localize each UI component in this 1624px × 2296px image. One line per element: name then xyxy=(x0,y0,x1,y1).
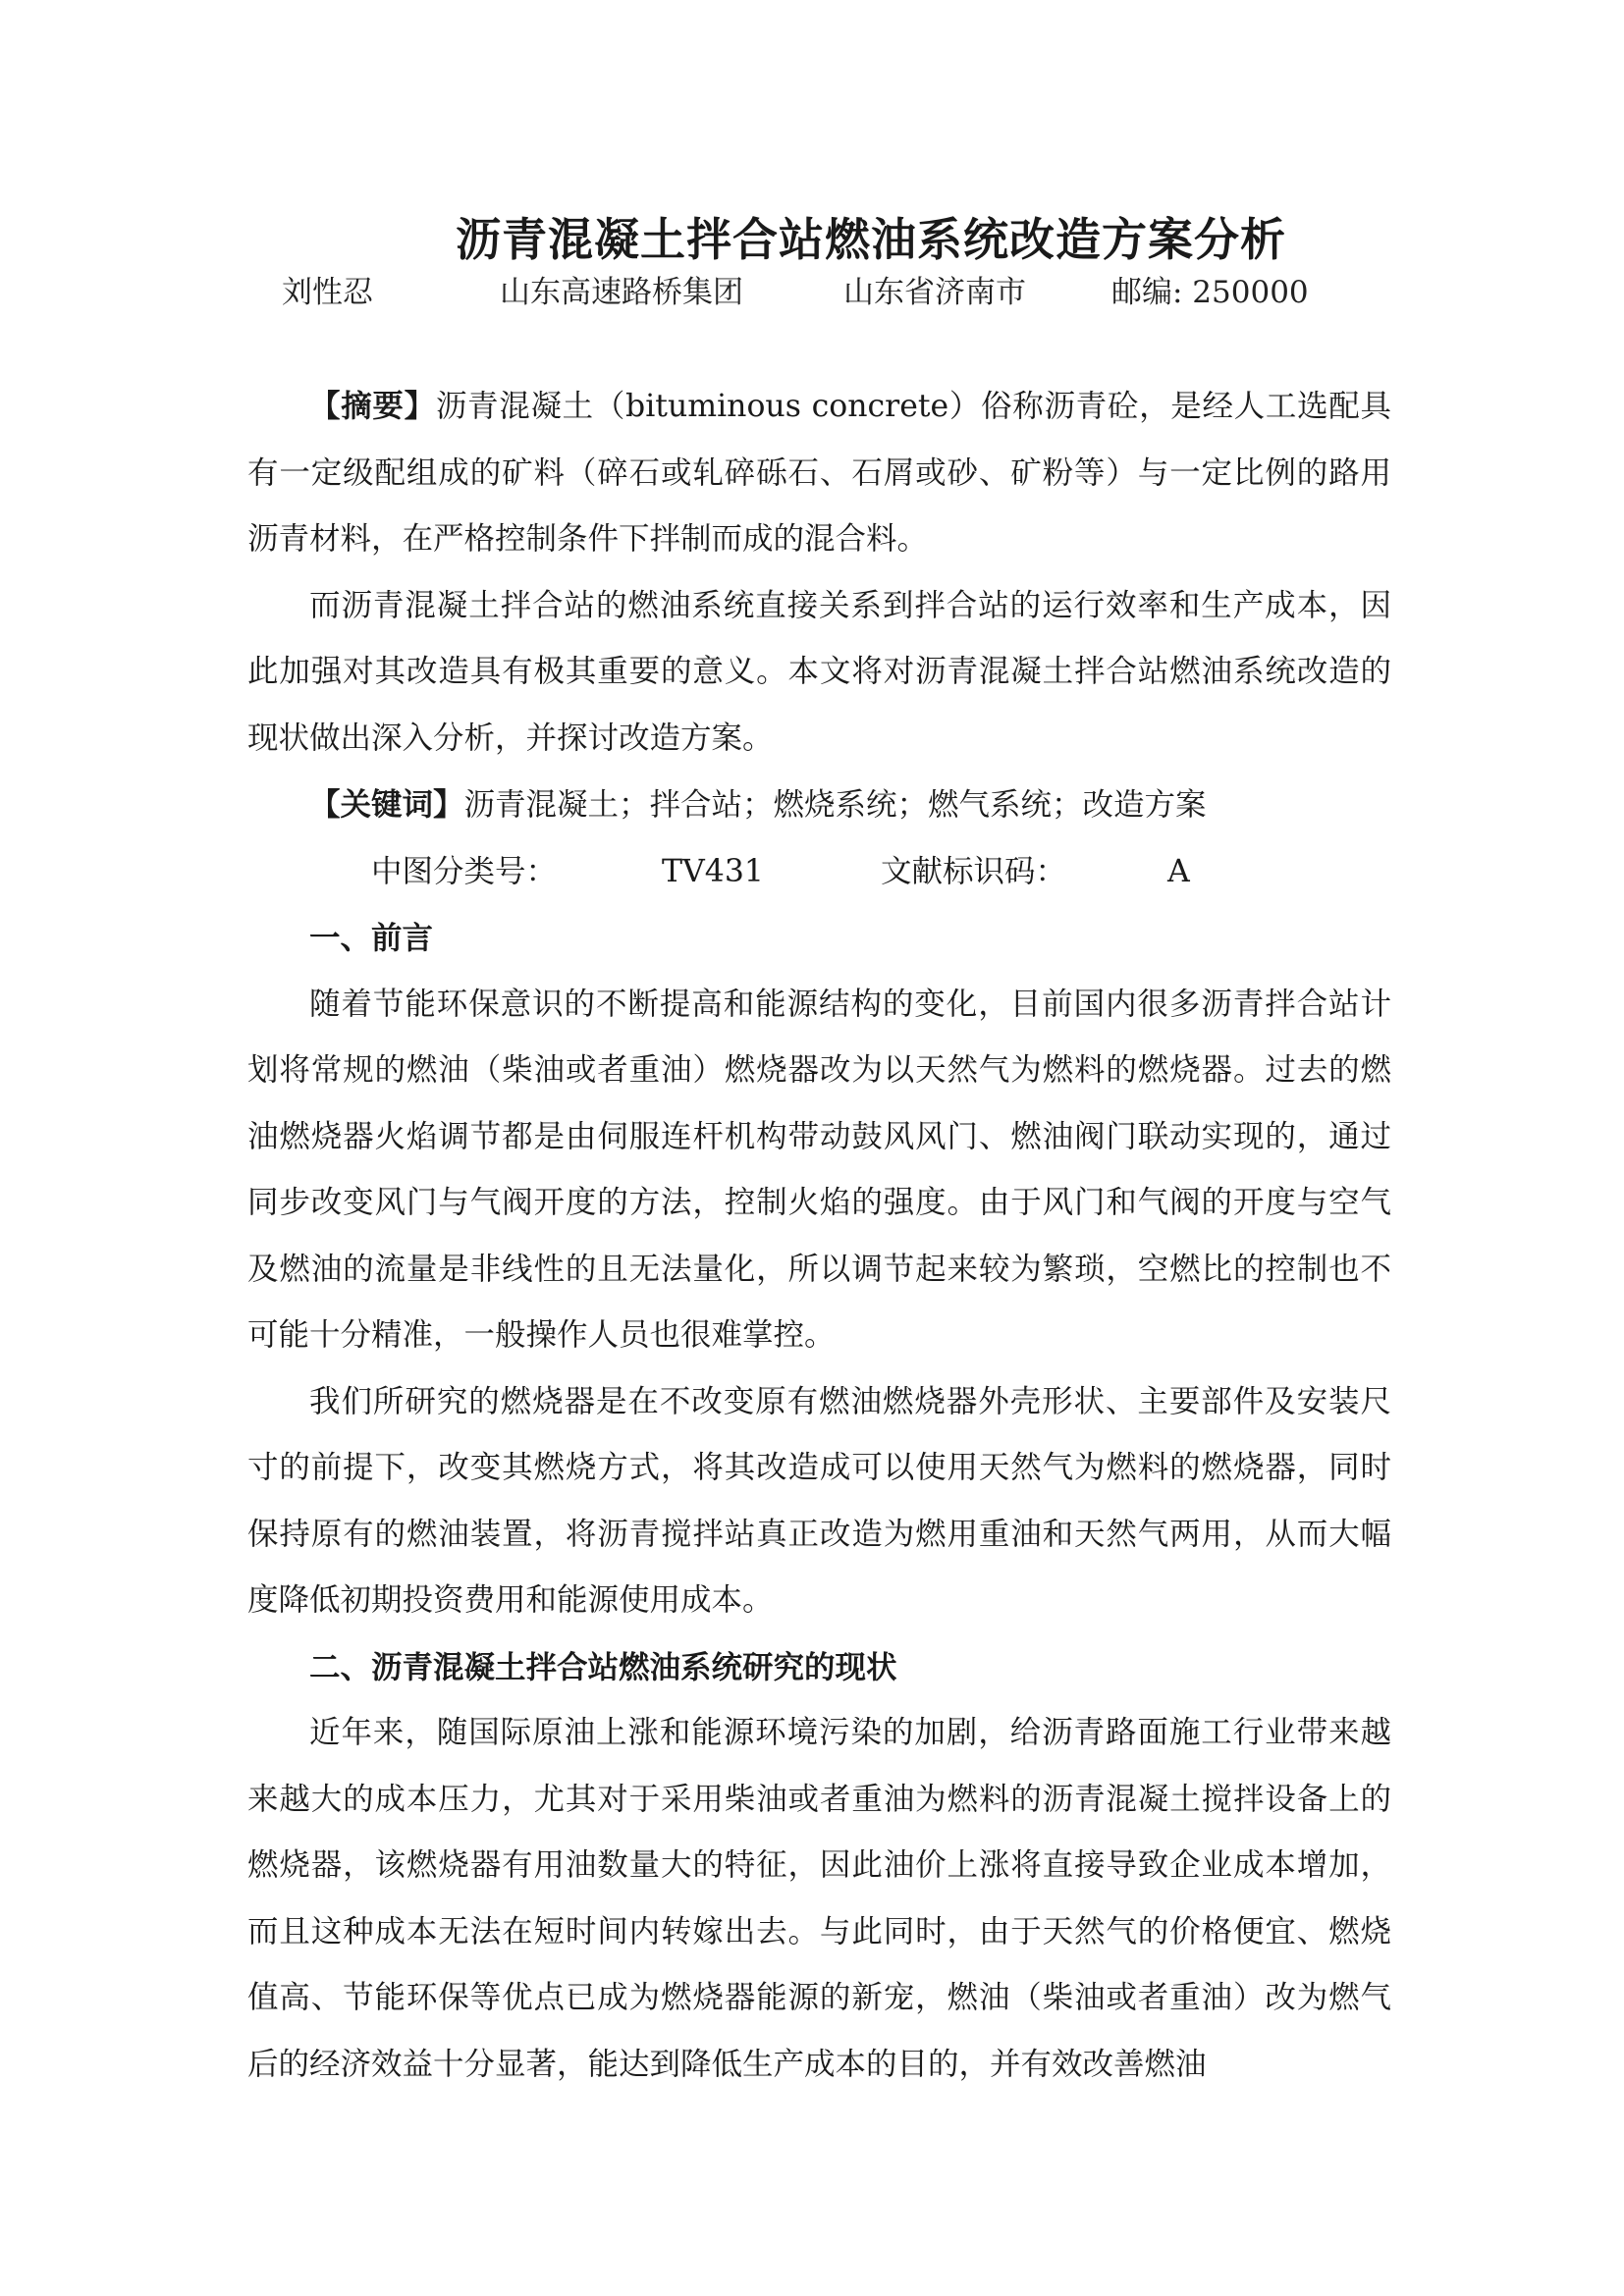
abstract-paragraph xyxy=(247,373,1391,573)
section-1-paragraph-1: 随着节能环保意识的不断提高和能源结构的变化，目前国内很多沥青拌合站计划将常规的燃油（柴油或者重油）燃烧器改为以天然气为燃料的燃烧器。过去的燃油燃烧器火焰调节都是由伺服连杆机构带动鼓风风门、燃油阀门联动实现的，通过同步改变风门与气阀开度的方法，控制火焰的强度。由于风门和气阀的开度与空气及燃油的流量是非线性的且无法量化，所以调节起来较为繁琐，空燃比的控制也不可能十分精准，一般操作人员也很难掌控。 xyxy=(247,986,1391,1353)
author-name: 刘性忍 xyxy=(282,275,373,310)
abstract-paragraph-2: 而沥青混凝土拌合站的燃油系统直接关系到拌合站的运行效率和生产成本，因此加强对其改造具有极其重要的意义。本文将对沥青混凝土拌合站燃油系统改造的现状做出深入分析，并探讨改造方案。 xyxy=(247,587,1391,756)
section-heading-1: 一、前言 xyxy=(309,920,434,956)
author-org: 山东高速路桥集团 xyxy=(500,275,743,310)
paper-body xyxy=(247,373,1391,2098)
paper-title: 沥青混凝土拌合站燃油系统改造方案分析 xyxy=(456,213,1286,266)
abstract-text-1: 沥青混凝土（bituminous concrete）俗称沥青砼，是经人工选配具有一定级配组成的矿料（碎石或轧碎砾石、石屑或砂、矿粉等）与一定比例的路用沥青材料，在严格控制条件下拌制而成的混合料。 xyxy=(247,389,1391,557)
abstract-label: 【摘要】 xyxy=(309,388,436,424)
author-postcode: 邮编: 250000 xyxy=(1111,275,1309,310)
doc-id-value: A xyxy=(1166,853,1190,889)
author-city: 山东省济南市 xyxy=(843,275,1026,310)
keywords-label: 【关键词】 xyxy=(309,786,464,823)
doc-id-label: 文献标识码： xyxy=(880,853,1066,889)
clc-value: TV431 xyxy=(662,853,764,889)
clc-label: 中图分类号： xyxy=(371,853,558,889)
section-2-paragraph-1: 近年来，随国际原油上涨和能源环境污染的加剧，给沥青路面施工行业带来越来越大的成本压力，尤其对于采用柴油或者重油为燃料的沥青混凝土搅拌设备上的燃烧器，该燃烧器有用油数量大的特征，因此油价上涨将直接导致企业成本增加，而且这种成本无法在短时间内转嫁出去。与此同时，由于天然气的价格便宜、燃烧值高、节能环保等优点已成为燃烧器能源的新宠，燃油（柴油或者重油）改为燃气后的经济效益十分显著，能达到降低生产成本的目的，并有效改善燃油 xyxy=(247,1715,1391,2082)
keywords-paragraph xyxy=(247,772,1391,839)
section-heading-2: 二、沥青混凝土拌合站燃油系统研究的现状 xyxy=(309,1648,897,1685)
section-1-paragraph-2: 我们所研究的燃烧器是在不改变原有燃油燃烧器外壳形状、主要部件及安装尺寸的前提下，改变其燃烧方式，将其改造成可以使用天然气为燃料的燃烧器，同时保持原有的燃油装置，将沥青搅拌站真正改造为燃用重油和天然气两用，从而大幅度降低初期投资费用和能源使用成本。 xyxy=(247,1383,1391,1618)
classification-line xyxy=(247,839,1391,906)
keywords-text: 沥青混凝土；拌合站；燃烧系统；燃气系统；改造方案 xyxy=(463,787,1207,823)
